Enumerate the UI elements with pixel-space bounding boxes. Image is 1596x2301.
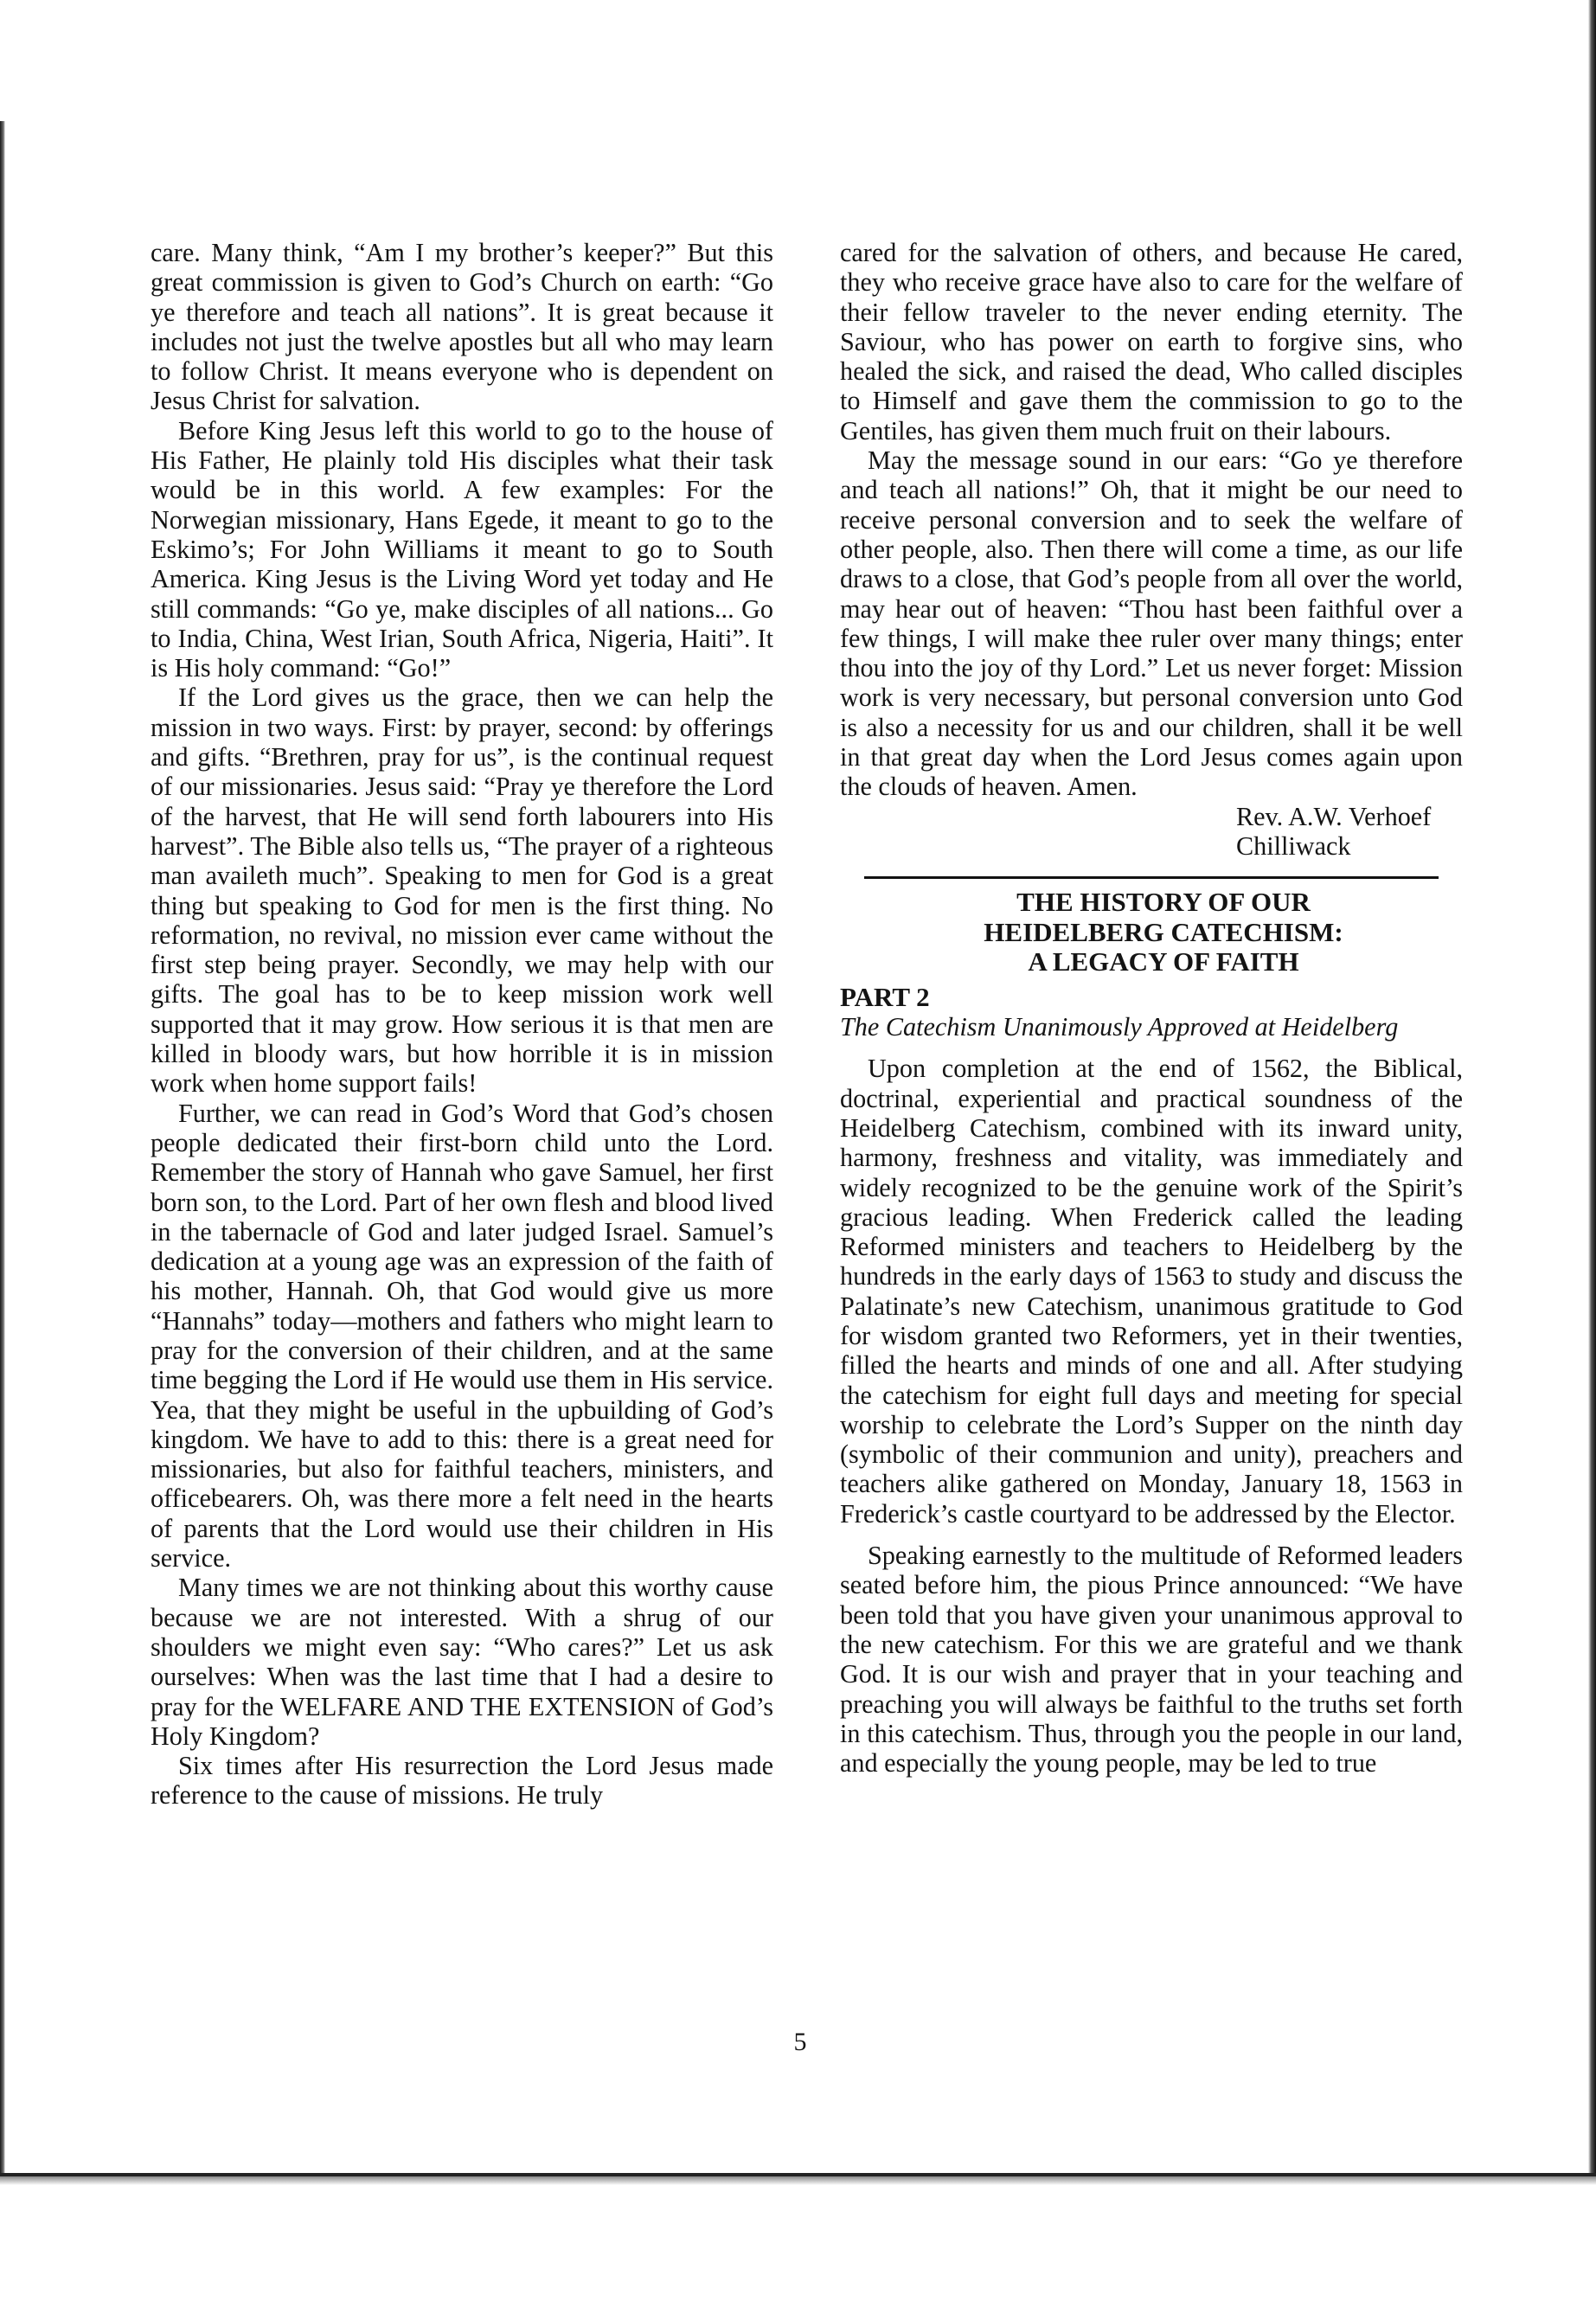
scan-left-edge	[0, 121, 5, 2180]
article-title-line-2: HEIDELBERG CATECHISM:	[984, 916, 1343, 947]
article-paragraph-1: Upon completion at the end of 1562, the Biblical, doctrinal, experiential and practical soundness of the Heidelberg Catechism, combined with its inward unity, harmony, freshness and vitality, was immediately and widely recognized to be the genuine work of the Spirit’s gracious leading. When Frederick called the leading Reformed ministers and teachers to Heidelberg by the hundreds in the early days of 1563 to study and discuss the Palatinate’s new Catechism, unanimous gratitude to God for wisdom granted two Reformers, yet in their twenties, filled the hearts and minds of one and all. After studying the catechism for eight full days and meeting for special worship to celebrate the Lord’s Supper on the ninth day (symbolic of their communion and unity), preachers and teachers alike gathered on Monday, January 18, 1563 in Frederick’s castle courtyard to be addressed by the Elector.	[840, 1054, 1463, 1529]
left-column	[151, 238, 773, 1811]
left-paragraph-1: care. Many think, “Am I my brother’s keeper?” But this great commission is given to God’s Church on earth: “Go ye therefore and teach all nations”. It is great because it includes not just the twelve apostles but all who may learn to follow Christ. It means everyone who is dependent on Jesus Christ for salvation.	[151, 238, 773, 416]
left-paragraph-2: Before King Jesus left this world to go to the house of His Father, He plainly told His disciples what their task would be in this world. A few examples: For the Norwegian missionary, Hans Egede, it meant to go to the Eskimo’s; For John Williams it meant to go to South America. King Jesus is the Living Word yet today and He still commands: “Go ye, make disciples of all nations... Go to India, China, West Irian, South Africa, Nigeria, Haiti”. It is His holy command: “Go!”	[151, 415, 773, 683]
page-number: 5	[793, 2028, 807, 2056]
scan-right-edge	[1588, 0, 1596, 2176]
scan-bottom-shadow	[0, 2176, 1596, 2185]
part-heading: PART 2	[840, 981, 930, 1012]
right-paragraph-1: cared for the salvation of others, and because He cared, they who receive grace have also to care for the welfare of their fellow traveler to the never ending eternity. The Saviour, who has power on earth to forgive sins, who healed the sick, and raised the dead, Who called disciples to Himself and gave them the commission to go to the Gentiles, has given them much fruit on their labours.	[840, 238, 1463, 445]
article-subtitle: The Catechism Unanimously Approved at Heidelberg	[840, 1012, 1399, 1042]
article-title-line-1: THE HISTORY OF OUR	[1016, 887, 1311, 918]
article-title	[840, 888, 1463, 977]
author-signature	[840, 802, 1463, 862]
left-paragraph-5: Many times we are not thinking about this worthy cause because we are not interested. With a shrug of our shoulders we might even say: “Who cares?” Let us ask ourselves: When was the last time that I had a desire to pray for the WELFARE AND THE EXTENSION of God’s Holy Kingdom?	[151, 1573, 773, 1751]
author-name: Rev. A.W. Verhoef	[1236, 801, 1432, 831]
article-paragraph-2: Speaking earnestly to the multitude of Reformed leaders seated before him, the pious Prince announced: “We have been told that you have given your unanimous approval to the new catechism. For this we are grateful and we thank God. It is our wish and prayer that in your teaching and preaching you will always be faithful to the truths set forth in this catechism. Thus, through you the people in our land, and especially the young people, may be led to true	[840, 1541, 1463, 1779]
article-title-line-3: A LEGACY OF FAITH	[1028, 946, 1299, 977]
right-paragraph-2: May the message sound in our ears: “Go ye therefore and teach all nations!” Oh, that it might be our need to receive personal conversion and to seek the welfare of other people, also. Then there will come a time, as our life draws to a close, that God’s people from all over the world, may hear out of heaven: “Thou hast been faithful over a few things, I will make thee ruler over many things; enter thou into the joy of thy Lord.” Let us never forget: Mission work is very necessary, but personal conversion unto God is also a necessity for us and our children, shall it be well in that great day when the Lord Jesus comes again upon the clouds of heaven. Amen.	[840, 445, 1463, 802]
section-divider	[864, 876, 1439, 879]
left-paragraph-3: If the Lord gives us the grace, then we can help the mission in two ways. First: by prayer, second: by offerings and gifts. “Brethren, pray for us”, is the continual request of our missionaries. Jesus said: “Pray ye therefore the Lord of the harvest, that He will send forth labourers into His harvest”. The Bible also tells us, “The prayer of a righteous man availeth much”. Speaking to men for God is a great thing but speaking to God for men is the first thing. No reformation, no revival, no mission ever came without the first step being prayer. Secondly, we may help with our gifts. The goal has to be to keep mission work well supported that it may grow. How serious it is that men are killed in bloody wars, but how horrible it is in mission work when home support fails!	[151, 683, 773, 1099]
left-paragraph-4: Further, we can read in God’s Word that God’s chosen people dedicated their first-born child unto the Lord. Remember the story of Hannah who gave Samuel, her first born son, to the Lord. Part of her own flesh and blood lived in the tabernacle of God and later judged Israel. Samuel’s dedication at a young age was an expression of the faith of his mother, Hannah. Oh, that God would give us more “Hannahs” today—mothers and fathers who might learn to pray for the conversion of their children, and at the same time begging the Lord if He would use them in His service. Yea, that they might be useful in the upbuilding of God’s kingdom. We have to add to this: there is a great need for missionaries, but also for faithful teachers, ministers, and officebearers. Oh, was there more a felt need in the hearts of parents that the Lord would use their children in His service.	[151, 1098, 773, 1574]
left-paragraph-6: Six times after His resurrection the Lord Jesus made reference to the cause of missions. He truly	[151, 1751, 773, 1811]
right-column	[840, 238, 1463, 1778]
author-place: Chilliwack	[1236, 830, 1351, 861]
